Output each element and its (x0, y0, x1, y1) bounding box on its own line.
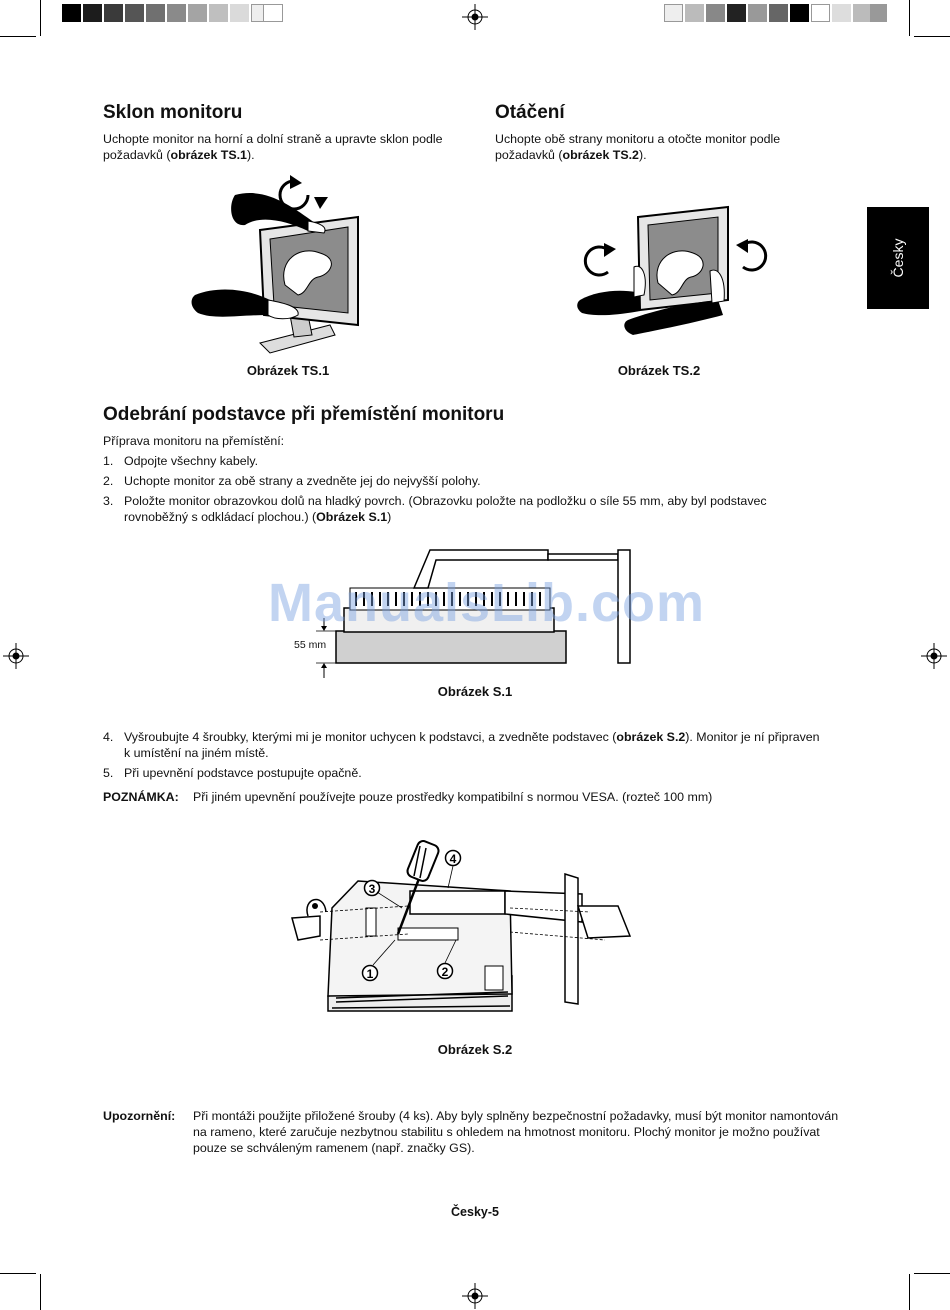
list-item: 3. Položte monitor obrazovkou dolů na hladký povrch. (Obrazovku položte na podložku o síle 55 mm, aby byl podstavec rovnoběžný s odkládací plochou.) (Obrázek S.1) (103, 494, 767, 524)
tilt-text: Uchopte monitor na horní a dolní straně a upravte sklon podle požadavků (obrázek TS.1). (103, 132, 443, 162)
caution-text: Při montáži použijte přiložené šrouby (4 ks). Aby byly splněny bezpečnostní požadavky, musí být monitor namontován na rameno, které zaručuje nezbytnou stabilitu s ohledem na hmotnost monitoru. Plochý monitor je možno používat pouze se schváleným ramenem (např. značky GS). (193, 1109, 839, 1155)
watermark: ManualsLib.com (268, 573, 706, 633)
removal-steps-4-5 (103, 729, 823, 781)
tilt-title: Sklon monitoru (103, 102, 243, 123)
figure-s1-caption: Obrázek S.1 (437, 684, 513, 699)
page-number: Česky-5 (451, 1205, 499, 1219)
caution-label: Upozornění: (103, 1109, 176, 1123)
swivel-text: Uchopte obě strany monitoru a otočte monitor podle požadavků (obrázek TS.2). (495, 132, 781, 162)
figure-s2-caption: Obrázek S.2 (437, 1042, 513, 1057)
figure-ts1-caption: Obrázek TS.1 (246, 363, 330, 378)
list-item: 4. Vyšroubujte 4 šroubky, kterými mi je monitor uchycen k podstavci, a zvedněte podstavec (obrázek S.2). Monitor je ní připraven k umístění na jiném místě. (103, 730, 820, 760)
registration-mark-icon (921, 643, 947, 669)
removal-steps-1-3 (103, 453, 823, 525)
figure-s1-dimension: 55 mm (294, 639, 327, 651)
callout-4: 4 (449, 852, 457, 866)
figure-ts1-illustration (190, 175, 350, 355)
figure-ts2-illustration (578, 205, 768, 335)
callout-2: 2 (441, 965, 449, 979)
callout-1: 1 (366, 967, 374, 981)
note-label: POZNÁMKA: (103, 790, 179, 804)
note-text: Při jiném upevnění používejte pouze prostředky kompatibilní s normou VESA. (rozteč 100 mm) (193, 790, 713, 804)
swivel-title: Otáčení (495, 102, 565, 123)
figure-s2-illustration (280, 836, 635, 1016)
registration-mark-icon (462, 1283, 488, 1309)
registration-mark-icon (462, 4, 488, 30)
registration-mark-icon (3, 643, 29, 669)
figure-ts2-caption: Obrázek TS.2 (617, 363, 701, 378)
list-item: 5. Při upevnění podstavce postupujte opačně. (103, 766, 362, 780)
language-tab (867, 207, 929, 309)
list-item: 1. Odpojte všechny kabely. (103, 454, 259, 468)
removal-intro: Příprava monitoru na přemístění: (103, 434, 285, 448)
callout-3: 3 (368, 882, 376, 896)
list-item: 2. Uchopte monitor za obě strany a zvedněte jej do nejvyšší polohy. (103, 474, 481, 488)
removal-title: Odebrání podstavce při přemístění monitoru (103, 404, 505, 425)
language-tab-label: Česky (890, 238, 906, 278)
